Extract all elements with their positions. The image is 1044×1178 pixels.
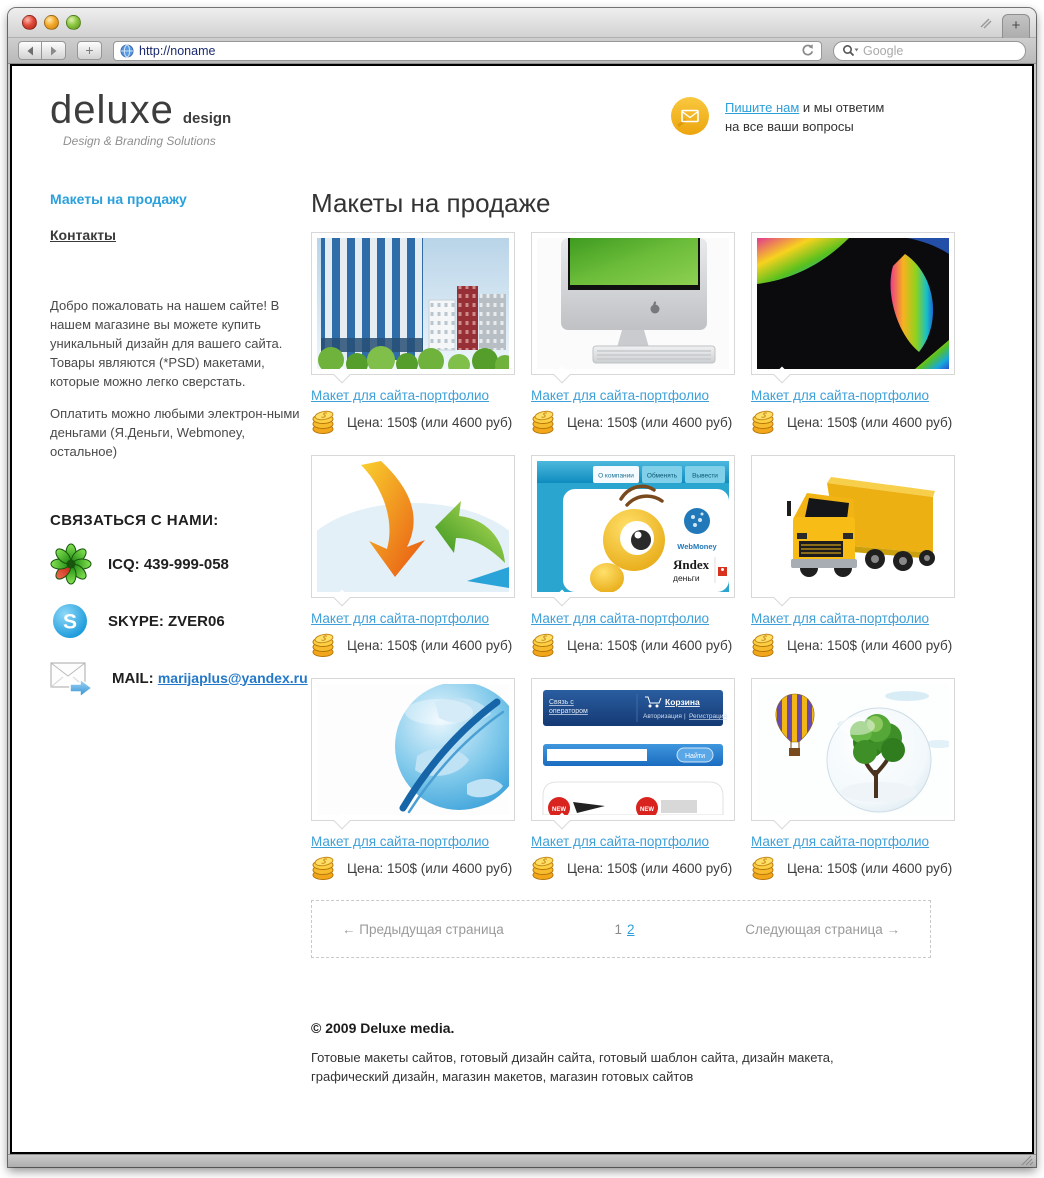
forward-icon <box>49 45 59 57</box>
product-price: Цена: 150$ (или 4600 руб) <box>347 414 513 430</box>
coins-icon <box>751 856 777 880</box>
product-card <box>311 232 515 434</box>
search-icon <box>842 44 859 58</box>
coins-icon <box>531 410 557 434</box>
prev-page-link[interactable]: ← Предыдущая страница <box>342 921 504 937</box>
tab-overflow-icon <box>978 16 994 30</box>
svg-text:оператором: оператором <box>549 708 588 715</box>
product-link[interactable]: Макет для сайта-портфолио <box>531 611 710 626</box>
thumb-pointer <box>774 367 791 384</box>
sidebar-item-contacts[interactable]: Контакты <box>50 227 117 243</box>
product-thumbnail[interactable] <box>751 455 955 598</box>
search-placeholder: Google <box>863 43 904 58</box>
product-card <box>311 678 515 880</box>
product-price: Цена: 150$ (или 4600 руб) <box>567 414 733 430</box>
coins-icon <box>531 856 557 880</box>
url-text[interactable]: http://noname <box>139 43 216 58</box>
svg-text:Обменять: Обменять <box>646 472 678 480</box>
thumb-pointer <box>334 367 351 384</box>
thumb-pointer <box>774 813 791 830</box>
svg-text:Связь с: Связь с <box>549 699 574 706</box>
back-button[interactable] <box>18 41 42 60</box>
product-card <box>531 232 735 434</box>
svg-text:Найти: Найти <box>685 753 705 760</box>
product-card <box>531 455 735 657</box>
product-price: Цена: 150$ (или 4600 руб) <box>787 637 953 653</box>
contact-text-2: на все ваши вопросы <box>725 119 854 134</box>
icq-flower-icon <box>50 543 92 585</box>
product-price: Цена: 150$ (или 4600 руб) <box>567 860 733 876</box>
product-thumbnail[interactable] <box>531 232 735 375</box>
svg-text:О компании: О компании <box>598 472 634 480</box>
sidebar-item-templates[interactable]: Макеты на продажу <box>50 191 187 207</box>
coins-icon <box>311 410 337 434</box>
header-contact <box>670 96 884 136</box>
shop-ui-thumb-art <box>537 684 729 815</box>
product-price: Цена: 150$ (или 4600 руб) <box>787 414 953 430</box>
product-card <box>751 232 955 434</box>
product-link[interactable]: Макет для сайта-портфолио <box>751 611 930 626</box>
svg-text:деньги: деньги <box>673 573 700 583</box>
footer <box>311 1020 959 1086</box>
contact-heading: СВЯЗАТЬСЯ С НАМИ: <box>50 512 219 529</box>
mail-arrow-icon <box>50 659 96 697</box>
site-globe-icon <box>120 44 134 58</box>
next-page-link[interactable]: Следующая страница → <box>745 921 900 937</box>
mail-row <box>50 656 308 700</box>
product-card <box>531 678 735 880</box>
page-2-link[interactable]: 2 <box>627 921 635 937</box>
product-price: Цена: 150$ (или 4600 руб) <box>567 637 733 653</box>
logo-tagline: Design & Branding Solutions <box>63 134 216 148</box>
svg-text:NEW: NEW <box>640 807 654 813</box>
back-icon <box>25 45 35 57</box>
mail-circle-icon <box>670 96 710 136</box>
new-tab-button[interactable]: + <box>1002 14 1030 38</box>
logo-suffix: design <box>182 110 232 127</box>
product-thumbnail[interactable] <box>311 678 515 821</box>
browser-window <box>8 8 1036 1167</box>
product-card <box>751 455 955 657</box>
skype-label: SKYPE: ZVER06 <box>108 612 225 630</box>
add-bookmark-button[interactable]: + <box>77 41 102 60</box>
product-thumbnail[interactable] <box>311 232 515 375</box>
close-window-button[interactable] <box>22 15 37 30</box>
product-link[interactable]: Макет для сайта-портфолио <box>311 611 490 626</box>
coins-icon <box>751 410 777 434</box>
thumb-pointer <box>554 590 571 607</box>
thumb-pointer <box>334 590 351 607</box>
skype-row <box>50 599 308 643</box>
svg-text:|: | <box>684 713 686 720</box>
product-card <box>311 455 515 657</box>
svg-text:Авторизация: Авторизация <box>643 713 682 720</box>
contact-text-1: и мы ответим <box>799 100 885 115</box>
svg-text:NEW: NEW <box>552 807 566 813</box>
write-us-link[interactable]: Пишите нам <box>725 100 800 115</box>
pagination <box>311 900 931 958</box>
page-viewport <box>10 64 1034 1154</box>
browser-toolbar <box>8 38 1036 64</box>
product-link[interactable]: Макет для сайта-портфолио <box>311 388 490 403</box>
svg-text:Регистрация: Регистрация <box>689 713 727 720</box>
zoom-window-button[interactable] <box>66 15 81 30</box>
product-link[interactable]: Макет для сайта-портфолио <box>531 388 710 403</box>
page-title: Макеты на продаже <box>311 188 551 218</box>
svg-text:Вывести: Вывести <box>692 472 718 480</box>
coins-icon <box>311 856 337 880</box>
copyright-text: © 2009 Deluxe media. <box>311 1020 455 1036</box>
product-thumbnail[interactable] <box>531 455 735 598</box>
webmoney-thumb-art <box>537 461 729 592</box>
coins-icon <box>311 633 337 657</box>
product-link[interactable]: Макет для сайта-портфолио <box>751 388 930 403</box>
title-bar <box>8 8 1036 38</box>
product-price: Цена: 150$ (или 4600 руб) <box>787 860 953 876</box>
balloon-tree-thumb-art <box>757 684 949 815</box>
truck-thumb-art <box>757 461 949 592</box>
city-thumb-art <box>317 238 509 369</box>
coins-icon <box>531 633 557 657</box>
search-field[interactable] <box>833 41 1026 61</box>
icq-row <box>50 542 308 586</box>
logo-text: deluxe <box>50 88 174 132</box>
product-card <box>751 678 955 880</box>
current-page: 1 <box>614 921 623 937</box>
globe-thumb-art <box>317 684 509 815</box>
forward-button[interactable] <box>42 41 66 60</box>
svg-text:Корзина: Корзина <box>665 697 700 707</box>
thumb-pointer <box>554 367 571 384</box>
reload-icon[interactable] <box>800 43 815 58</box>
minimize-window-button[interactable] <box>44 15 59 30</box>
site-logo <box>50 88 231 148</box>
main-content <box>311 188 959 1086</box>
thumb-pointer <box>774 590 791 607</box>
thumb-pointer <box>554 813 571 830</box>
coins-icon <box>751 633 777 657</box>
rainbow-thumb-art <box>757 238 949 369</box>
imac-thumb-art <box>537 238 729 369</box>
welcome-text: Добро пожаловать на нашем сайте! В нашем магазине вы можете купить уникальный дизайн для вашего сайта. Товары являются (*PSD) макетами, которые можно легко сверстать. <box>50 298 283 389</box>
arrows-thumb-art <box>317 461 509 592</box>
mail-label: MAIL: <box>112 669 154 687</box>
icq-label: ICQ: 439-999-058 <box>108 555 229 573</box>
mail-link[interactable]: marijaplus@yandex.ru <box>157 669 308 686</box>
sidebar <box>50 191 308 700</box>
product-thumbnail[interactable] <box>531 678 735 821</box>
thumb-pointer <box>334 813 351 830</box>
product-thumbnail[interactable] <box>751 232 955 375</box>
svg-text:WebMoney: WebMoney <box>677 542 717 551</box>
product-link[interactable]: Макет для сайта-портфолио <box>531 834 710 849</box>
resize-grip[interactable] <box>1020 1155 1034 1166</box>
product-price: Цена: 150$ (или 4600 руб) <box>347 637 513 653</box>
svg-text:S: S <box>62 610 78 634</box>
product-thumbnail[interactable] <box>311 455 515 598</box>
footer-keywords: Готовые макеты сайтов, готовый дизайн сайта, готовый шаблон сайта, дизайн макета, графический дизайн, магазин макетов, магазин готовых сайтов <box>311 1050 834 1084</box>
product-price: Цена: 150$ (или 4600 руб) <box>347 860 513 876</box>
product-thumbnail[interactable] <box>751 678 955 821</box>
product-link[interactable]: Макет для сайта-портфолио <box>751 834 930 849</box>
product-link[interactable]: Макет для сайта-портфолио <box>311 834 490 849</box>
skype-icon <box>50 601 92 641</box>
payment-text: Оплатить можно любыми электрон-ными деньгами (Я.Деньги, Webmoney, остальное) <box>50 406 300 459</box>
address-bar[interactable] <box>113 41 822 61</box>
product-grid <box>311 232 959 880</box>
svg-text:Яndex: Яndex <box>673 557 710 572</box>
status-bar <box>8 1154 1036 1167</box>
